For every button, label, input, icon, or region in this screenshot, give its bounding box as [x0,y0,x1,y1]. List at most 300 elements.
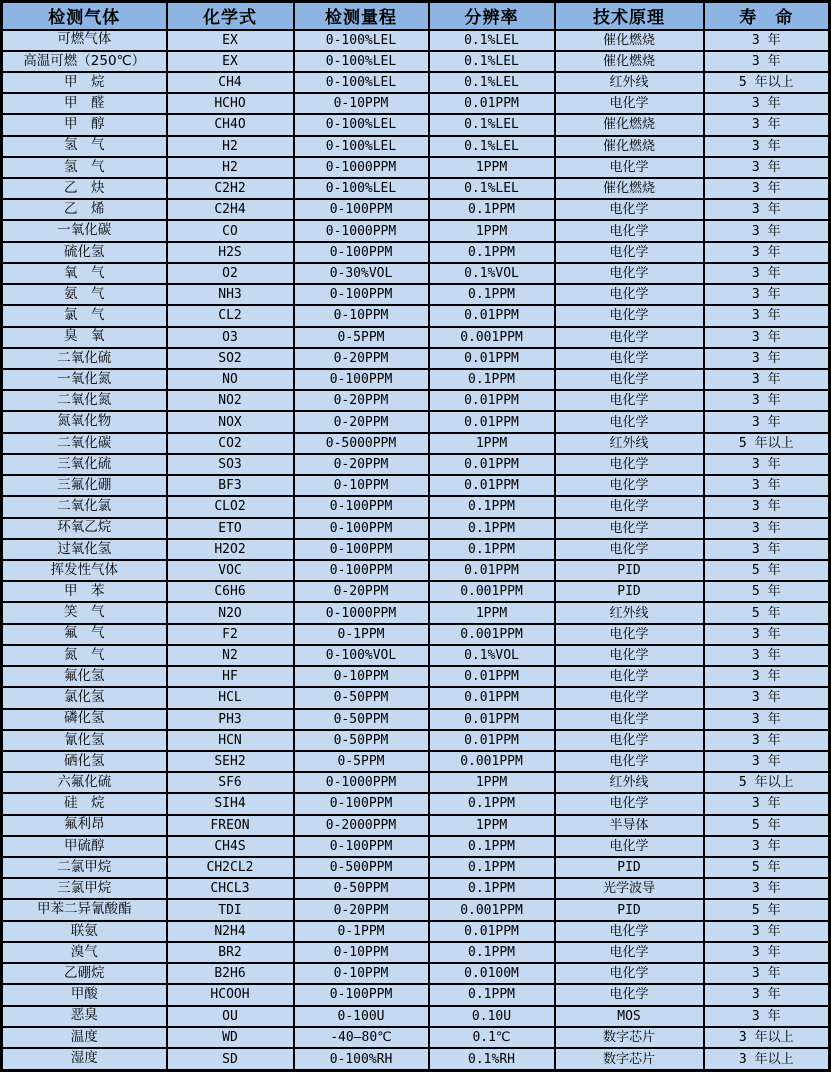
column-header-chemical-formula: 化学式 [167,2,294,30]
cell-resolution: 0.01PPM [429,411,555,432]
cell-lifespan: 3 年 [704,284,830,305]
cell-lifespan: 5 年以上 [704,72,830,93]
cell-resolution: 1PPM [429,815,555,836]
cell-gas-name: 氮 气 [2,645,167,666]
cell-detection-range: 0-1000PPM [294,220,429,241]
cell-lifespan: 5 年 [704,602,830,623]
table-row [2,72,830,93]
cell-lifespan: 5 年 [704,560,830,581]
table-row [2,878,830,899]
cell-resolution: 0.1PPM [429,942,555,963]
cell-gas-name: 甲硫醇 [2,836,167,857]
cell-chemical-formula: N2 [167,645,294,666]
table-row [2,836,830,857]
cell-resolution: 0.01PPM [429,687,555,708]
cell-lifespan: 3 年 [704,327,830,348]
cell-lifespan: 3 年 [704,348,830,369]
column-header-gas-name: 检测气体 [2,2,167,30]
cell-lifespan: 3 年 [704,51,830,72]
cell-detection-range: 0-100PPM [294,284,429,305]
cell-resolution: 0.1PPM [429,984,555,1005]
cell-resolution: 0.01PPM [429,730,555,751]
cell-chemical-formula: CO [167,220,294,241]
cell-technology-principle: 电化学 [555,199,704,220]
cell-chemical-formula: O3 [167,327,294,348]
table-row [2,242,830,263]
table-row [2,815,830,836]
cell-chemical-formula: N2H4 [167,921,294,942]
cell-technology-principle: 红外线 [555,602,704,623]
cell-lifespan: 3 年 [704,878,830,899]
cell-lifespan: 3 年 [704,984,830,1005]
cell-resolution: 0.001PPM [429,581,555,602]
cell-detection-range: 0-50PPM [294,730,429,751]
cell-detection-range: 0-20PPM [294,411,429,432]
cell-detection-range: 0-100PPM [294,793,429,814]
cell-lifespan: 3 年 [704,136,830,157]
cell-lifespan: 3 年 [704,199,830,220]
cell-detection-range: 0-100%RH [294,1048,429,1071]
cell-lifespan: 3 年 [704,93,830,114]
table-row [2,645,830,666]
table-row [2,454,830,475]
column-header-lifespan: 寿 命 [704,2,830,30]
cell-lifespan: 3 年以上 [704,1048,830,1071]
cell-technology-principle: MOS [555,1006,704,1027]
cell-gas-name: 乙硼烷 [2,963,167,984]
cell-lifespan: 3 年 [704,942,830,963]
cell-detection-range: 0-30%VOL [294,263,429,284]
table-row [2,327,830,348]
table-row [2,793,830,814]
cell-technology-principle: 电化学 [555,539,704,560]
cell-gas-name: 甲 烷 [2,72,167,93]
cell-detection-range: 0-20PPM [294,454,429,475]
cell-detection-range: 0-10PPM [294,963,429,984]
cell-chemical-formula: WD [167,1027,294,1048]
cell-detection-range: 0-100%LEL [294,136,429,157]
cell-gas-name: 氯 气 [2,305,167,326]
cell-technology-principle: 催化燃烧 [555,30,704,51]
cell-gas-name: 氯化氢 [2,687,167,708]
cell-chemical-formula: F2 [167,624,294,645]
cell-lifespan: 5 年 [704,581,830,602]
cell-gas-name: 环氧乙烷 [2,518,167,539]
cell-detection-range: 0-10PPM [294,93,429,114]
cell-lifespan: 3 年 [704,496,830,517]
cell-resolution: 0.01PPM [429,390,555,411]
cell-gas-name: 三氧化硫 [2,454,167,475]
cell-gas-name: 氢 气 [2,157,167,178]
cell-resolution: 0.001PPM [429,327,555,348]
cell-lifespan: 3 年 [704,242,830,263]
cell-chemical-formula: HCOOH [167,984,294,1005]
cell-chemical-formula: SO2 [167,348,294,369]
cell-detection-range: 0-100PPM [294,496,429,517]
cell-chemical-formula: CO2 [167,433,294,454]
cell-technology-principle: 电化学 [555,942,704,963]
cell-chemical-formula: FREON [167,815,294,836]
cell-gas-name: 三氟化硼 [2,475,167,496]
cell-resolution: 0.1%LEL [429,72,555,93]
cell-chemical-formula: HCN [167,730,294,751]
cell-gas-name: 硫化氢 [2,242,167,263]
cell-gas-name: 硒化氢 [2,751,167,772]
cell-technology-principle: PID [555,560,704,581]
cell-resolution: 0.01PPM [429,305,555,326]
cell-technology-principle: PID [555,899,704,920]
cell-technology-principle: 电化学 [555,475,704,496]
cell-technology-principle: 催化燃烧 [555,136,704,157]
cell-gas-name: 甲 醇 [2,114,167,135]
cell-detection-range: 0-100PPM [294,560,429,581]
cell-technology-principle: 电化学 [555,263,704,284]
cell-resolution: 0.1%RH [429,1048,555,1071]
cell-resolution: 0.001PPM [429,624,555,645]
cell-resolution: 0.01PPM [429,666,555,687]
cell-resolution: 0.10U [429,1006,555,1027]
column-header-detection-range: 检测量程 [294,2,429,30]
cell-detection-range: 0-50PPM [294,878,429,899]
cell-chemical-formula: H2 [167,157,294,178]
cell-lifespan: 5 年以上 [704,772,830,793]
cell-resolution: 0.1PPM [429,539,555,560]
cell-technology-principle: 电化学 [555,518,704,539]
cell-technology-principle: 电化学 [555,836,704,857]
cell-gas-name: 二氯甲烷 [2,857,167,878]
cell-technology-principle: 电化学 [555,624,704,645]
cell-detection-range: 0-10PPM [294,475,429,496]
cell-chemical-formula: CH4O [167,114,294,135]
cell-gas-name: 二氧化氯 [2,496,167,517]
cell-resolution: 0.01PPM [429,921,555,942]
table-row [2,136,830,157]
cell-chemical-formula: HF [167,666,294,687]
cell-technology-principle: 电化学 [555,921,704,942]
table-row [2,942,830,963]
cell-resolution: 0.1%LEL [429,30,555,51]
cell-chemical-formula: TDI [167,899,294,920]
table-row [2,93,830,114]
cell-chemical-formula: PH3 [167,709,294,730]
cell-lifespan: 3 年 [704,624,830,645]
cell-detection-range: 0-100%LEL [294,30,429,51]
table-row [2,284,830,305]
cell-resolution: 0.1%LEL [429,51,555,72]
table-row [2,709,830,730]
cell-detection-range: 0-500PPM [294,857,429,878]
cell-lifespan: 3 年 [704,390,830,411]
cell-lifespan: 3 年 [704,730,830,751]
table-row [2,539,830,560]
table-row [2,157,830,178]
table-row [2,305,830,326]
cell-chemical-formula: SD [167,1048,294,1071]
cell-chemical-formula: N2O [167,602,294,623]
cell-lifespan: 3 年 [704,518,830,539]
cell-gas-name: 二氧化氮 [2,390,167,411]
cell-resolution: 0.01PPM [429,709,555,730]
cell-detection-range: 0-1000PPM [294,602,429,623]
cell-detection-range: 0-1PPM [294,921,429,942]
cell-gas-name: 磷化氢 [2,709,167,730]
cell-detection-range: 0-5PPM [294,751,429,772]
table-row [2,560,830,581]
cell-gas-name: 溴气 [2,942,167,963]
table-row [2,369,830,390]
cell-lifespan: 3 年 [704,687,830,708]
cell-chemical-formula: C2H2 [167,178,294,199]
cell-detection-range: 0-10PPM [294,942,429,963]
cell-detection-range: 0-20PPM [294,348,429,369]
cell-gas-name: 氮氧化物 [2,411,167,432]
cell-gas-name: 氟利昂 [2,815,167,836]
cell-chemical-formula: CH4 [167,72,294,93]
cell-chemical-formula: SF6 [167,772,294,793]
table-row [2,475,830,496]
cell-resolution: 0.1PPM [429,284,555,305]
cell-gas-name: 可燃气体 [2,30,167,51]
cell-resolution: 1PPM [429,157,555,178]
table-row [2,857,830,878]
cell-technology-principle: 催化燃烧 [555,178,704,199]
cell-chemical-formula: CH4S [167,836,294,857]
cell-chemical-formula: NO2 [167,390,294,411]
cell-chemical-formula: C6H6 [167,581,294,602]
cell-chemical-formula: HCHO [167,93,294,114]
cell-detection-range: 0-20PPM [294,899,429,920]
cell-technology-principle: 电化学 [555,687,704,708]
cell-resolution: 0.1PPM [429,369,555,390]
cell-detection-range: 0-1PPM [294,624,429,645]
cell-detection-range: 0-100PPM [294,836,429,857]
cell-detection-range: 0-100%LEL [294,178,429,199]
cell-lifespan: 3 年以上 [704,1027,830,1048]
cell-lifespan: 3 年 [704,30,830,51]
cell-lifespan: 5 年以上 [704,433,830,454]
cell-technology-principle: 红外线 [555,433,704,454]
table-row [2,348,830,369]
cell-detection-range: 0-100%LEL [294,51,429,72]
cell-chemical-formula: SIH4 [167,793,294,814]
cell-lifespan: 5 年 [704,815,830,836]
cell-resolution: 0.1PPM [429,518,555,539]
cell-resolution: 0.1PPM [429,878,555,899]
cell-gas-name: 甲酸 [2,984,167,1005]
cell-detection-range: 0-5PPM [294,327,429,348]
table-row [2,220,830,241]
table-body [2,30,830,1071]
cell-gas-name: 二氧化硫 [2,348,167,369]
cell-resolution: 0.0100M [429,963,555,984]
cell-resolution: 0.01PPM [429,348,555,369]
table-row [2,411,830,432]
table-row [2,263,830,284]
cell-lifespan: 3 年 [704,475,830,496]
cell-chemical-formula: BR2 [167,942,294,963]
cell-technology-principle: 电化学 [555,411,704,432]
cell-resolution: 0.1PPM [429,836,555,857]
cell-gas-name: 笑 气 [2,602,167,623]
cell-technology-principle: 电化学 [555,157,704,178]
cell-detection-range: 0-100%VOL [294,645,429,666]
cell-gas-name: 硅 烷 [2,793,167,814]
cell-lifespan: 3 年 [704,751,830,772]
table-row [2,1048,830,1071]
cell-detection-range: 0-100PPM [294,518,429,539]
cell-technology-principle: 电化学 [555,963,704,984]
cell-gas-name: 氟 气 [2,624,167,645]
cell-technology-principle: 电化学 [555,666,704,687]
cell-gas-name: 湿度 [2,1048,167,1071]
cell-gas-name: 六氟化硫 [2,772,167,793]
cell-technology-principle: 电化学 [555,730,704,751]
table-row [2,114,830,135]
cell-gas-name: 乙 烯 [2,199,167,220]
cell-detection-range: 0-100%LEL [294,72,429,93]
cell-technology-principle: 电化学 [555,242,704,263]
cell-gas-name: 恶臭 [2,1006,167,1027]
cell-chemical-formula: HCL [167,687,294,708]
cell-resolution: 0.001PPM [429,899,555,920]
table-row [2,581,830,602]
cell-lifespan: 3 年 [704,178,830,199]
cell-chemical-formula: SO3 [167,454,294,475]
column-header-resolution: 分辨率 [429,2,555,30]
cell-gas-name: 乙 炔 [2,178,167,199]
cell-gas-name: 一氧化氮 [2,369,167,390]
cell-lifespan: 3 年 [704,263,830,284]
cell-lifespan: 3 年 [704,1006,830,1027]
cell-chemical-formula: EX [167,51,294,72]
table-row [2,921,830,942]
cell-detection-range: 0-1000PPM [294,772,429,793]
cell-lifespan: 3 年 [704,645,830,666]
cell-resolution: 0.01PPM [429,560,555,581]
cell-detection-range: 0-10PPM [294,666,429,687]
cell-detection-range: 0-20PPM [294,390,429,411]
table-row [2,666,830,687]
cell-technology-principle: PID [555,857,704,878]
cell-chemical-formula: OU [167,1006,294,1027]
cell-technology-principle: 数字芯片 [555,1048,704,1071]
cell-chemical-formula: H2O2 [167,539,294,560]
cell-gas-name: 氨 气 [2,284,167,305]
cell-lifespan: 3 年 [704,305,830,326]
cell-resolution: 1PPM [429,220,555,241]
table-row [2,390,830,411]
header-row [2,2,830,30]
cell-technology-principle: 红外线 [555,772,704,793]
table-row [2,178,830,199]
cell-technology-principle: 电化学 [555,369,704,390]
cell-resolution: 0.1%LEL [429,136,555,157]
cell-gas-name: 三氯甲烷 [2,878,167,899]
cell-technology-principle: 电化学 [555,496,704,517]
cell-lifespan: 3 年 [704,411,830,432]
cell-detection-range: 0-5000PPM [294,433,429,454]
cell-technology-principle: 电化学 [555,709,704,730]
table-row [2,772,830,793]
cell-resolution: 0.1℃ [429,1027,555,1048]
cell-resolution: 0.1PPM [429,496,555,517]
cell-resolution: 0.1PPM [429,793,555,814]
cell-resolution: 0.1%LEL [429,114,555,135]
table-row [2,199,830,220]
table-row [2,899,830,920]
cell-resolution: 0.1%VOL [429,645,555,666]
cell-detection-range: 0-100PPM [294,539,429,560]
cell-chemical-formula: BF3 [167,475,294,496]
cell-lifespan: 3 年 [704,793,830,814]
table-row [2,433,830,454]
cell-lifespan: 3 年 [704,539,830,560]
cell-resolution: 1PPM [429,772,555,793]
column-header-technology-principle: 技术原理 [555,2,704,30]
cell-chemical-formula: H2S [167,242,294,263]
cell-chemical-formula: O2 [167,263,294,284]
cell-lifespan: 3 年 [704,114,830,135]
cell-chemical-formula: B2H6 [167,963,294,984]
cell-gas-name: 联氨 [2,921,167,942]
table-row [2,51,830,72]
cell-technology-principle: 数字芯片 [555,1027,704,1048]
cell-lifespan: 3 年 [704,369,830,390]
cell-resolution: 0.001PPM [429,751,555,772]
cell-lifespan: 3 年 [704,921,830,942]
cell-technology-principle: 电化学 [555,645,704,666]
cell-chemical-formula: NH3 [167,284,294,305]
cell-detection-range: 0-100%LEL [294,114,429,135]
cell-gas-name: 过氧化氢 [2,539,167,560]
cell-gas-name: 高温可燃（250℃） [2,51,167,72]
cell-technology-principle: 红外线 [555,72,704,93]
cell-lifespan: 3 年 [704,963,830,984]
cell-technology-principle: 电化学 [555,327,704,348]
cell-technology-principle: 电化学 [555,454,704,475]
cell-detection-range: 0-50PPM [294,709,429,730]
cell-detection-range: 0-50PPM [294,687,429,708]
table-row [2,602,830,623]
cell-technology-principle: 电化学 [555,348,704,369]
cell-resolution: 0.01PPM [429,475,555,496]
cell-detection-range: 0-100PPM [294,369,429,390]
cell-chemical-formula: H2 [167,136,294,157]
table-row [2,496,830,517]
cell-lifespan: 3 年 [704,454,830,475]
cell-resolution: 0.1PPM [429,857,555,878]
cell-technology-principle: 电化学 [555,751,704,772]
cell-lifespan: 3 年 [704,836,830,857]
table-row [2,751,830,772]
table-row [2,1027,830,1048]
table-row [2,963,830,984]
cell-technology-principle: 催化燃烧 [555,114,704,135]
cell-chemical-formula: CH2CL2 [167,857,294,878]
cell-detection-range: 0-100U [294,1006,429,1027]
cell-lifespan: 3 年 [704,709,830,730]
cell-detection-range: 0-100PPM [294,984,429,1005]
cell-chemical-formula: EX [167,30,294,51]
cell-lifespan: 3 年 [704,157,830,178]
cell-chemical-formula: CL2 [167,305,294,326]
cell-resolution: 0.1PPM [429,242,555,263]
cell-gas-name: 甲 醛 [2,93,167,114]
cell-gas-name: 温度 [2,1027,167,1048]
cell-technology-principle: 催化燃烧 [555,51,704,72]
cell-technology-principle: 半导体 [555,815,704,836]
cell-gas-name: 氧 气 [2,263,167,284]
